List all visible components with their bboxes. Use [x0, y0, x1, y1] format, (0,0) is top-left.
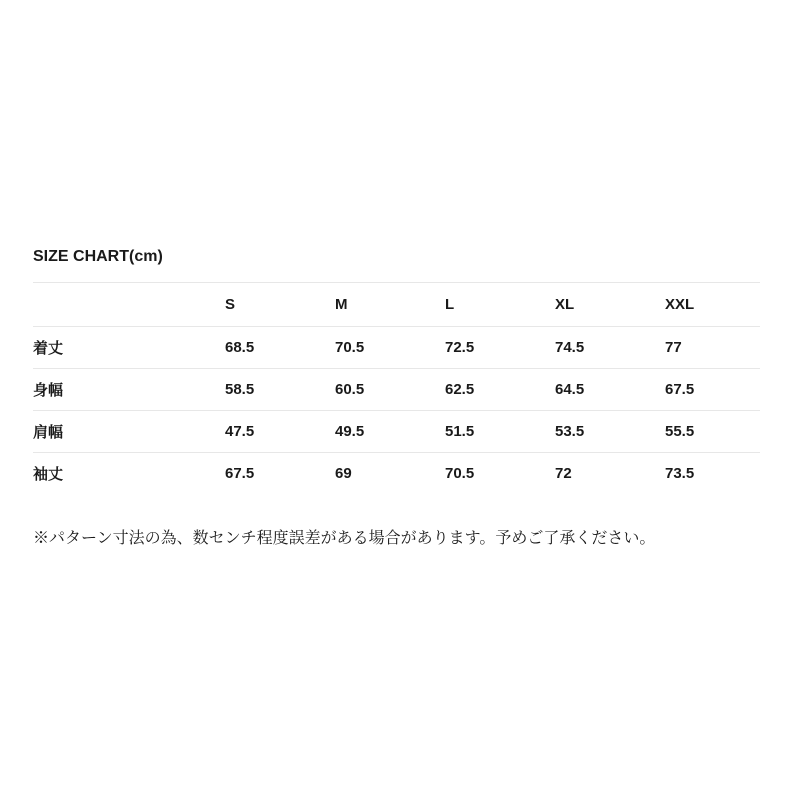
- table-row: [33, 327, 760, 369]
- cell-value: 72: [555, 465, 572, 483]
- size-chart-section: [33, 246, 760, 549]
- table-row: [33, 453, 760, 495]
- row-label: 肩幅: [33, 424, 64, 441]
- cell-value: 62.5: [445, 381, 475, 398]
- cell-value: 73.5: [665, 465, 695, 483]
- table-row: [33, 411, 760, 453]
- size-chart-table: [33, 282, 760, 495]
- cell-value: 47.5: [225, 423, 255, 440]
- cell-value: 55.5: [665, 423, 695, 440]
- cell-value: 49.5: [335, 423, 365, 440]
- cell-value: 51.5: [445, 423, 475, 440]
- column-header-m: M: [335, 296, 348, 313]
- row-label: 袖丈: [33, 466, 64, 484]
- cell-value: 64.5: [555, 381, 585, 398]
- cell-value: 69: [335, 465, 352, 483]
- cell-value: 67.5: [225, 465, 255, 483]
- corner-cell: [33, 283, 225, 327]
- cell-value: 74.5: [555, 339, 585, 356]
- row-label: 着丈: [33, 340, 64, 357]
- column-header-s: S: [225, 296, 236, 313]
- size-chart-disclaimer: ※パターン寸法の為、数センチ程度誤差がある場合があります。予めご了承ください。: [33, 529, 656, 547]
- cell-value: 58.5: [225, 381, 255, 398]
- cell-value: 60.5: [335, 381, 365, 398]
- cell-value: 70.5: [445, 465, 475, 483]
- cell-value: 53.5: [555, 423, 585, 440]
- cell-value: 72.5: [445, 339, 475, 356]
- cell-value: 67.5: [665, 381, 695, 398]
- cell-value: 70.5: [335, 339, 365, 356]
- column-header-xl: XL: [555, 296, 575, 313]
- size-chart-header-row: [33, 283, 760, 327]
- size-chart-title: SIZE CHART(cm): [33, 248, 163, 265]
- column-header-l: L: [445, 296, 455, 313]
- row-label: 身幅: [33, 382, 64, 399]
- table-row: [33, 369, 760, 411]
- cell-value: 77: [665, 339, 682, 356]
- cell-value: 68.5: [225, 339, 255, 356]
- column-header-xxl: XXL: [665, 296, 695, 313]
